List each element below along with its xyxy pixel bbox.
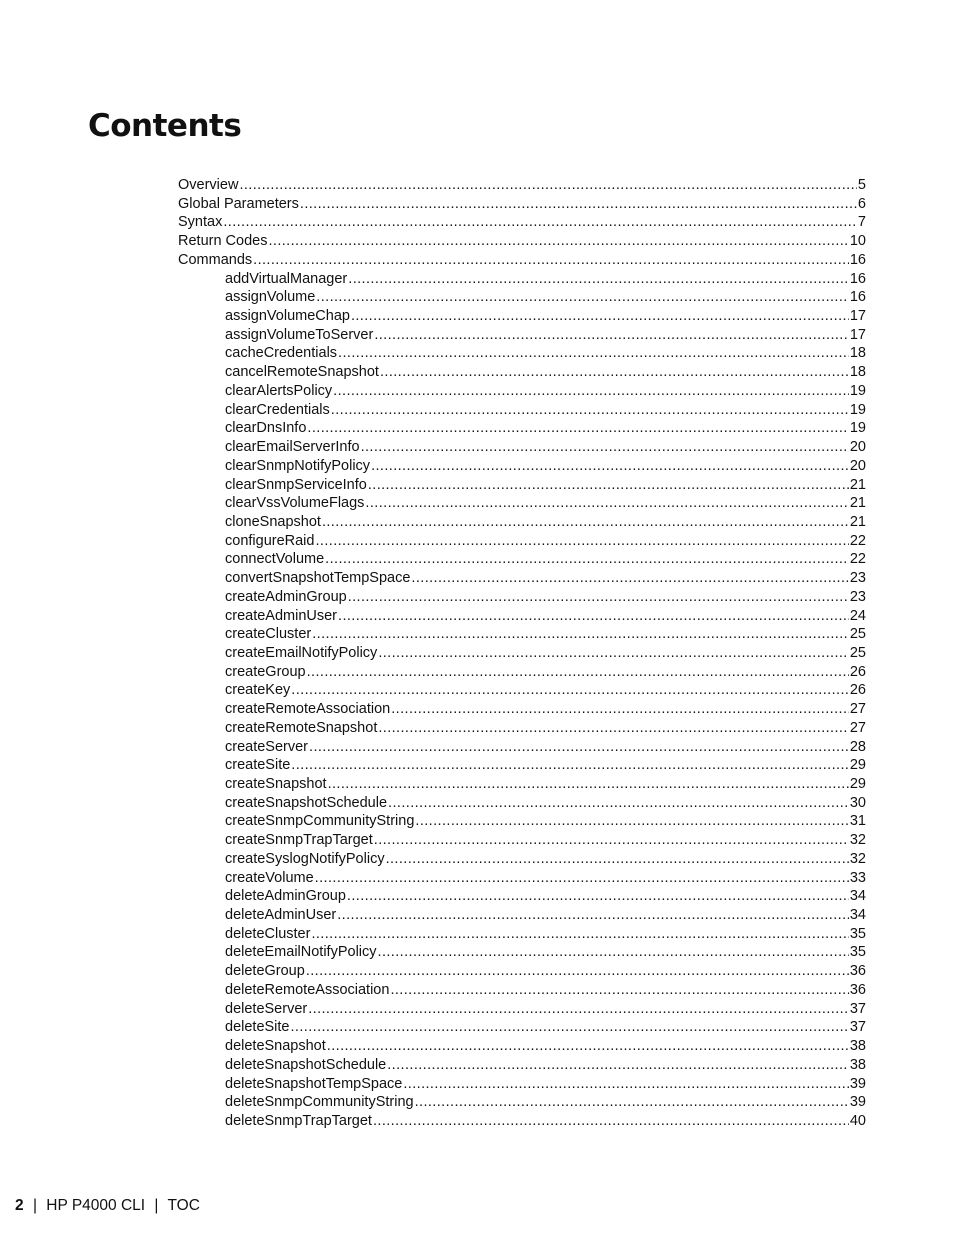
toc-entry-page: 39 bbox=[849, 1094, 866, 1111]
toc-entry[interactable] bbox=[178, 382, 866, 401]
toc-entry-label: deleteSnapshotTempSpace bbox=[225, 1075, 403, 1092]
toc-entry-label: assignVolume bbox=[225, 289, 316, 306]
toc-entry-page: 24 bbox=[849, 607, 866, 624]
toc-entry[interactable] bbox=[178, 738, 866, 757]
toc-entry-label: createCluster bbox=[225, 626, 312, 643]
toc-entry-label: clearSnmpNotifyPolicy bbox=[225, 457, 371, 474]
dot-leader bbox=[307, 419, 848, 438]
toc-entry[interactable] bbox=[178, 943, 866, 962]
toc-entry[interactable] bbox=[178, 270, 866, 289]
dot-leader bbox=[371, 457, 849, 476]
dot-leader bbox=[365, 494, 848, 513]
toc-entry-page: 19 bbox=[849, 382, 866, 399]
toc-entry-page: 34 bbox=[849, 907, 866, 924]
toc-entry[interactable] bbox=[178, 775, 866, 794]
dot-leader bbox=[316, 288, 849, 307]
toc-entry[interactable] bbox=[178, 644, 866, 663]
toc-entry[interactable] bbox=[178, 251, 866, 270]
toc-entry-label: deleteGroup bbox=[225, 963, 305, 980]
toc-entry-label: createAdminUser bbox=[225, 607, 338, 624]
toc-entry-page: 32 bbox=[849, 850, 866, 867]
dot-leader bbox=[361, 438, 849, 457]
dot-leader bbox=[415, 812, 848, 831]
dot-leader bbox=[327, 1037, 849, 1056]
toc-entry-page: 10 bbox=[849, 233, 866, 250]
dot-leader bbox=[373, 1112, 849, 1131]
toc-entry[interactable] bbox=[178, 1018, 866, 1037]
toc-entry[interactable] bbox=[178, 195, 866, 214]
toc-entry-label: deleteEmailNotifyPolicy bbox=[225, 944, 377, 961]
toc-entry-page: 32 bbox=[849, 832, 866, 849]
dot-leader bbox=[308, 1000, 849, 1019]
dot-leader bbox=[328, 775, 849, 794]
toc-entry-label: Return Codes bbox=[178, 233, 268, 250]
toc-entry-label: createSnapshot bbox=[225, 776, 327, 792]
toc-entry-label: Overview bbox=[178, 177, 239, 193]
toc-entry-label: createSnapshotSchedule bbox=[225, 794, 388, 811]
toc-entry-page: 34 bbox=[849, 888, 866, 905]
toc-entry[interactable] bbox=[178, 700, 866, 719]
toc-entry[interactable] bbox=[178, 532, 866, 551]
toc-entry-label: deleteSnmpCommunityString bbox=[225, 1094, 414, 1111]
toc-entry-page: 38 bbox=[849, 1056, 866, 1073]
dot-leader bbox=[348, 588, 849, 607]
toc-entry[interactable] bbox=[178, 607, 866, 626]
dot-leader bbox=[380, 363, 849, 382]
toc-entry-page: 22 bbox=[849, 551, 866, 568]
toc-entry[interactable] bbox=[178, 457, 866, 476]
toc-entry-page: 16 bbox=[849, 251, 866, 268]
toc-entry[interactable] bbox=[178, 438, 866, 457]
dot-leader bbox=[378, 719, 849, 738]
toc-entry[interactable] bbox=[178, 663, 866, 682]
dot-leader bbox=[368, 476, 849, 495]
dot-leader bbox=[311, 925, 848, 944]
toc-entry-label: cancelRemoteSnapshot bbox=[225, 364, 379, 381]
dot-leader bbox=[415, 1093, 849, 1112]
dot-leader bbox=[291, 1018, 849, 1037]
dot-leader bbox=[374, 831, 849, 850]
dot-leader bbox=[312, 625, 849, 644]
toc-entry[interactable] bbox=[178, 794, 866, 813]
dot-leader bbox=[387, 1056, 849, 1075]
toc-entry[interactable] bbox=[178, 925, 866, 944]
toc-entry[interactable] bbox=[178, 625, 866, 644]
page-footer bbox=[15, 1197, 200, 1215]
toc-entry-page: 33 bbox=[849, 869, 866, 886]
page-title: Contents bbox=[88, 108, 242, 144]
dot-leader bbox=[239, 176, 856, 195]
toc-entry-label: createSnmpCommunityString bbox=[225, 813, 415, 830]
dot-leader bbox=[388, 794, 849, 813]
toc-entry-page: 18 bbox=[849, 345, 866, 362]
toc-entry-page: 20 bbox=[849, 439, 866, 456]
toc-entry[interactable] bbox=[178, 288, 866, 307]
dot-leader bbox=[291, 681, 849, 700]
toc-entry-label: deleteRemoteAssociation bbox=[225, 981, 390, 998]
toc-entry-label: clearAlertsPolicy bbox=[225, 382, 333, 399]
toc-entry-label: cloneSnapshot bbox=[225, 513, 321, 530]
toc-entry-label: createServer bbox=[225, 738, 309, 755]
toc-entry-label: clearEmailServerInfo bbox=[225, 439, 360, 456]
toc-entry-page: 22 bbox=[849, 532, 866, 549]
footer-section: TOC bbox=[167, 1197, 200, 1214]
dot-leader bbox=[333, 382, 849, 401]
toc-entry-page: 17 bbox=[849, 326, 866, 343]
toc-entry[interactable] bbox=[178, 344, 866, 363]
dot-leader bbox=[325, 550, 849, 569]
toc-entry[interactable] bbox=[178, 981, 866, 1000]
toc-entry-label: cacheCredentials bbox=[225, 345, 338, 362]
toc-entry-label: deleteSite bbox=[225, 1019, 290, 1036]
toc-entry-page: 16 bbox=[849, 289, 866, 306]
toc-entry-label: clearCredentials bbox=[225, 401, 330, 418]
toc-entry-page: 35 bbox=[849, 925, 866, 942]
toc-entry-label: connectVolume bbox=[225, 551, 325, 568]
toc-entry-page: 17 bbox=[849, 308, 866, 325]
toc-entry-page: 23 bbox=[849, 588, 866, 605]
dot-leader bbox=[403, 1075, 849, 1094]
toc-entry-page: 27 bbox=[849, 701, 866, 718]
toc-entry-page: 19 bbox=[849, 401, 866, 418]
toc-entry-label: createVolume bbox=[225, 869, 314, 886]
toc-entry[interactable] bbox=[178, 569, 866, 588]
toc-entry-page: 26 bbox=[849, 663, 866, 680]
toc-entry-page: 28 bbox=[849, 738, 866, 755]
toc-entry[interactable] bbox=[178, 1000, 866, 1019]
toc-entry-page: 21 bbox=[849, 495, 866, 512]
dot-leader bbox=[307, 663, 849, 682]
toc-entry[interactable] bbox=[178, 326, 866, 345]
dot-leader bbox=[348, 270, 849, 289]
toc-entry-page: 35 bbox=[849, 944, 866, 961]
dot-leader bbox=[315, 869, 849, 888]
toc-entry-page: 36 bbox=[849, 981, 866, 998]
toc-entry[interactable] bbox=[178, 831, 866, 850]
toc-entry[interactable] bbox=[178, 812, 866, 831]
toc-entry-label: deleteAdminGroup bbox=[225, 888, 346, 905]
dot-leader bbox=[337, 906, 849, 925]
toc-entry-label: createSyslogNotifyPolicy bbox=[225, 850, 385, 867]
toc-entry-page: 21 bbox=[849, 513, 866, 530]
toc-entry-label: createSite bbox=[225, 757, 291, 774]
toc-entry[interactable] bbox=[178, 1075, 866, 1094]
toc-entry-page: 36 bbox=[849, 963, 866, 980]
dot-leader bbox=[331, 401, 849, 420]
toc-entry-label: deleteAdminUser bbox=[225, 907, 337, 924]
table-of-contents bbox=[178, 176, 866, 1131]
toc-entry-page: 5 bbox=[857, 177, 866, 193]
toc-entry-label: clearVssVolumeFlags bbox=[225, 495, 365, 512]
dot-leader bbox=[315, 532, 848, 551]
toc-entry-page: 6 bbox=[857, 195, 866, 212]
toc-entry-label: clearDnsInfo bbox=[225, 420, 307, 437]
toc-entry-label: deleteServer bbox=[225, 1000, 308, 1017]
toc-entry[interactable] bbox=[178, 588, 866, 607]
toc-entry[interactable] bbox=[178, 550, 866, 569]
dot-leader bbox=[306, 962, 849, 981]
toc-entry[interactable] bbox=[178, 1112, 866, 1131]
dot-leader bbox=[347, 887, 849, 906]
toc-entry-page: 30 bbox=[849, 794, 866, 811]
toc-entry-label: createKey bbox=[225, 682, 291, 699]
toc-entry-page: 16 bbox=[849, 270, 866, 287]
toc-entry-page: 25 bbox=[849, 644, 866, 661]
toc-entry-label: createRemoteSnapshot bbox=[225, 719, 378, 736]
toc-entry-page: 29 bbox=[849, 757, 866, 774]
dot-leader bbox=[378, 943, 849, 962]
toc-entry-page: 18 bbox=[849, 364, 866, 381]
toc-entry-label: createSnmpTrapTarget bbox=[225, 832, 373, 849]
footer-product: HP P4000 CLI bbox=[46, 1197, 146, 1214]
toc-entry[interactable] bbox=[178, 1056, 866, 1075]
toc-entry[interactable] bbox=[178, 719, 866, 738]
toc-entry[interactable] bbox=[178, 401, 866, 420]
toc-entry-label: assignVolumeChap bbox=[225, 308, 350, 325]
toc-entry[interactable] bbox=[178, 419, 866, 438]
toc-entry-page: 37 bbox=[849, 1019, 866, 1036]
dot-leader bbox=[374, 326, 849, 345]
toc-entry[interactable] bbox=[178, 513, 866, 532]
dot-leader bbox=[338, 344, 849, 363]
toc-entry[interactable] bbox=[178, 232, 866, 251]
toc-entry[interactable] bbox=[178, 1037, 866, 1056]
toc-entry[interactable] bbox=[178, 962, 866, 981]
toc-entry[interactable] bbox=[178, 850, 866, 869]
toc-entry-page: 21 bbox=[849, 476, 866, 493]
dot-leader bbox=[223, 213, 857, 232]
toc-entry-page: 19 bbox=[849, 420, 866, 437]
dot-leader bbox=[300, 195, 857, 214]
toc-entry-label: configureRaid bbox=[225, 532, 315, 549]
toc-entry[interactable] bbox=[178, 906, 866, 925]
toc-entry-label: createGroup bbox=[225, 663, 306, 680]
toc-entry[interactable] bbox=[178, 1093, 866, 1112]
toc-entry-label: deleteSnapshot bbox=[225, 1038, 326, 1055]
toc-entry[interactable] bbox=[178, 681, 866, 700]
toc-entry[interactable] bbox=[178, 494, 866, 513]
dot-leader bbox=[253, 251, 849, 270]
toc-entry-page: 39 bbox=[849, 1075, 866, 1092]
toc-entry-label: createEmailNotifyPolicy bbox=[225, 644, 378, 661]
toc-entry[interactable] bbox=[178, 887, 866, 906]
toc-entry-page: 31 bbox=[849, 813, 866, 830]
toc-entry-label: addVirtualManager bbox=[225, 270, 348, 287]
dot-leader bbox=[309, 738, 849, 757]
toc-entry-label: convertSnapshotTempSpace bbox=[225, 570, 411, 587]
toc-entry-page: 23 bbox=[849, 570, 866, 587]
dot-leader bbox=[411, 569, 848, 588]
toc-entry-label: deleteSnapshotSchedule bbox=[225, 1056, 387, 1073]
footer-separator: | bbox=[154, 1197, 159, 1214]
toc-entry-label: clearSnmpServiceInfo bbox=[225, 476, 367, 493]
dot-leader bbox=[268, 232, 848, 251]
toc-entry[interactable] bbox=[178, 213, 866, 232]
toc-entry-page: 40 bbox=[849, 1112, 866, 1129]
toc-entry[interactable] bbox=[178, 756, 866, 775]
footer-separator: | bbox=[32, 1197, 37, 1214]
toc-entry[interactable] bbox=[178, 363, 866, 382]
toc-entry-page: 38 bbox=[849, 1038, 866, 1055]
toc-entry-label: createRemoteAssociation bbox=[225, 701, 391, 718]
toc-entry-label: createAdminGroup bbox=[225, 588, 347, 605]
dot-leader bbox=[291, 756, 849, 775]
toc-entry-page: 7 bbox=[857, 214, 866, 231]
toc-entry-page: 29 bbox=[849, 776, 866, 792]
toc-entry[interactable] bbox=[178, 176, 866, 195]
toc-entry[interactable] bbox=[178, 307, 866, 326]
toc-entry-label: deleteSnmpTrapTarget bbox=[225, 1112, 372, 1129]
dot-leader bbox=[378, 644, 849, 663]
toc-entry[interactable] bbox=[178, 869, 866, 888]
dot-leader bbox=[390, 981, 848, 1000]
toc-entry-label: Global Parameters bbox=[178, 195, 299, 212]
dot-leader bbox=[322, 513, 849, 532]
dot-leader bbox=[391, 700, 849, 719]
toc-entry-label: Commands bbox=[178, 251, 253, 268]
toc-entry-label: Syntax bbox=[178, 214, 223, 231]
toc-entry-label: deleteCluster bbox=[225, 925, 311, 942]
dot-leader bbox=[338, 607, 849, 626]
dot-leader bbox=[351, 307, 849, 326]
toc-entry-page: 27 bbox=[849, 719, 866, 736]
toc-entry-page: 25 bbox=[849, 626, 866, 643]
footer-page-number: 2 bbox=[15, 1197, 24, 1214]
toc-entry-label: assignVolumeToServer bbox=[225, 326, 374, 343]
toc-entry[interactable] bbox=[178, 476, 866, 495]
dot-leader bbox=[386, 850, 849, 869]
toc-entry-page: 20 bbox=[849, 457, 866, 474]
toc-entry-page: 37 bbox=[849, 1000, 866, 1017]
toc-entry-page: 26 bbox=[849, 682, 866, 699]
